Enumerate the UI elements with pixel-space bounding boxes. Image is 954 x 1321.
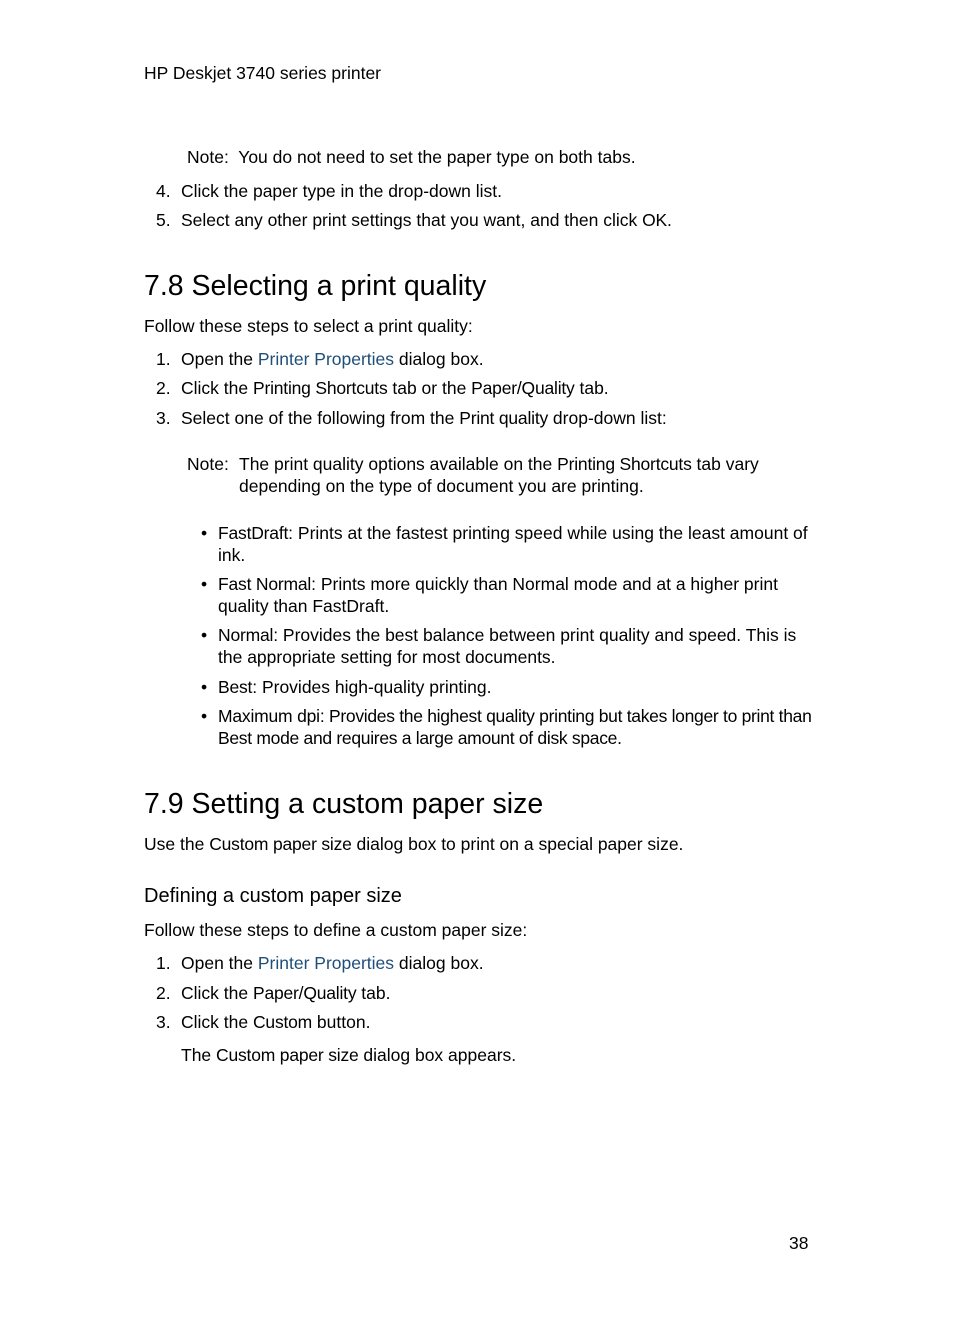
- bullet-icon: •: [201, 625, 208, 645]
- bullet-text: Normal: Provides the best balance between print quality and speed. This is the appropriate setting for most documents.: [218, 625, 797, 667]
- step-text: Click the Custom button.: [181, 1012, 371, 1032]
- section-intro: Use the Custom paper size dialog box to print on a special paper size.: [144, 834, 684, 854]
- bullet-text: FastDraft: Prints at the fastest printing speed while using the least amount of ink.: [218, 523, 808, 565]
- step-number: 4.: [156, 181, 171, 201]
- note-label: Note:: [187, 147, 229, 167]
- step-number: 1.: [156, 953, 171, 973]
- bullet-icon: •: [201, 677, 208, 697]
- note-text-line-2: depending on the type of document you are printing.: [239, 476, 644, 496]
- bullet-text: Maximum dpi: Provides the highest quality printing but takes longer to print than Best mode and requires a large amount of disk space.: [218, 706, 812, 748]
- step-text: Click the Paper/Quality tab.: [181, 983, 391, 1003]
- note-text: The print quality options available on the Printing Shortcuts tab vary: [239, 454, 759, 474]
- running-header: HP Deskjet 3740 series printer: [144, 63, 382, 83]
- ok-label: OK: [642, 210, 667, 230]
- step-number: 3.: [156, 1012, 171, 1032]
- step-result: The Custom paper size dialog box appears.: [181, 1045, 517, 1065]
- bullet-icon: •: [201, 706, 208, 726]
- step-number: 1.: [156, 349, 171, 369]
- bullet-icon: •: [201, 574, 208, 594]
- section-intro: Follow these steps to select a print quality:: [144, 316, 473, 336]
- note: [187, 146, 636, 168]
- printer-properties-link[interactable]: Printer Properties: [257, 349, 395, 369]
- section-title-7-9: 7.9 Setting a custom paper size: [144, 788, 544, 820]
- step-text: Click the paper type in the drop-down list.: [181, 181, 502, 201]
- note-label: Note:: [187, 454, 229, 474]
- step-number: 5.: [156, 210, 171, 230]
- section-title-7-8: 7.8 Selecting a print quality: [144, 270, 487, 302]
- printer-properties-link[interactable]: Printer Properties: [257, 953, 395, 973]
- step-number: 2.: [156, 378, 171, 398]
- step-number: 3.: [156, 408, 171, 428]
- step-text: Select one of the following from the Print quality drop-down list:: [181, 408, 667, 428]
- step-text: Open the Printer Properties dialog box.: [181, 953, 484, 973]
- bullet-text: Fast Normal: Prints more quickly than Normal mode and at a higher print quality than FastDraft.: [218, 574, 778, 616]
- step-text: Click the Printing Shortcuts tab or the Paper/Quality tab.: [181, 378, 609, 398]
- bullet-icon: •: [201, 523, 208, 543]
- bullet-text: Best: Provides high-quality printing.: [218, 677, 492, 697]
- note-text: You do not need to set the paper type on both tabs.: [238, 147, 636, 167]
- subsection-title: Defining a custom paper size: [144, 885, 402, 907]
- step-text: Open the Printer Properties dialog box.: [181, 349, 484, 369]
- page-number: 38: [789, 1233, 809, 1253]
- subsection-intro: Follow these steps to define a custom paper size:: [144, 920, 528, 940]
- step-number: 2.: [156, 983, 171, 1003]
- step-text: Select any other print settings that you want, and then click OK.: [181, 210, 672, 230]
